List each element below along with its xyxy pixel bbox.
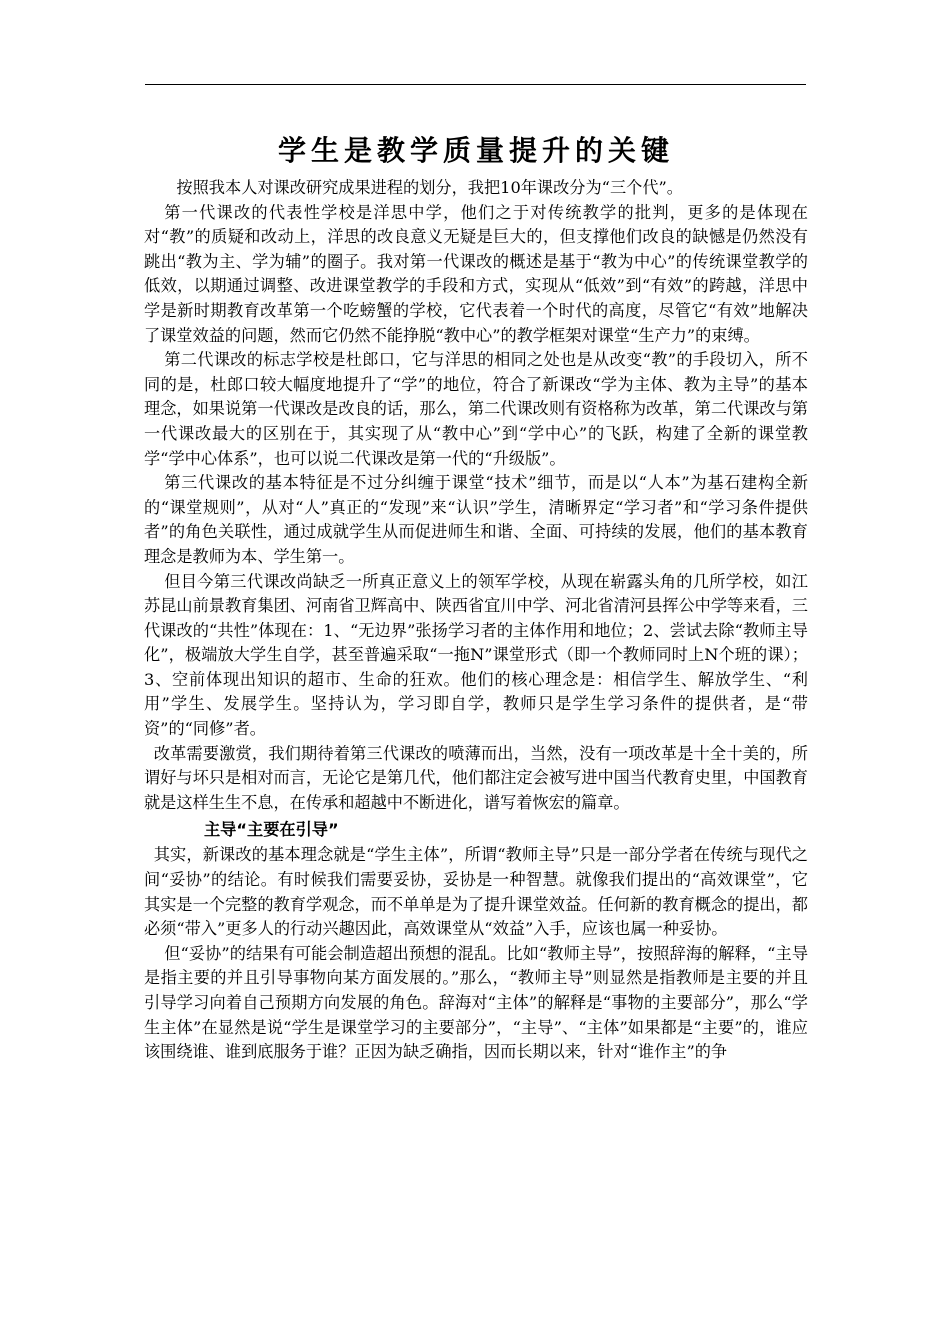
- section-heading: 主导“主要在引导”: [204, 820, 339, 840]
- document-body: [144, 131, 808, 1065]
- paragraph-compromise-confusion: 但“妥协”的结果有可能会制造超出预想的混乱。比如“教师主导”，按照辞海的解释，“主导是指主要的并且引导事物向某方面发展的。”那么，“教师主导”则显然是指教师是主要的并且引导学习向着自己预期方向发展的角色。辞海对“主体”的解释是“事物的主要部分”，那么“学生主体”在显然是说“学生是课堂学习的主要部分”，“主导”、“主体”如果都是“主要”的，谁应该围绕谁、谁到底服务于谁？正因为缺乏确指，因而长期以来，针对“谁作主”的争: [144, 943, 808, 1062]
- paragraph-second-generation: 第二代课改的标志学校是杜郎口，它与洋思的相同之处也是从改变“教”的手段切入，所不同的是，杜郎口较大幅度地提升了“学”的地位，符合了新课改“学为主体、教为主导”的基本理念，如果说第一代课改是改良的话，那么，第二代课改则有资格称为改革，第二代课改与第一代课改最大的区别在于，其实现了从“教中心”到“学中心”的飞跃，构建了全新的课堂教学“学中心体系”，也可以说二代课改是第一代的“升级版”。: [144, 350, 808, 468]
- paragraph-student-subject: 其实，新课改的基本理念就是“学生主体”，所谓“教师主导”只是一部分学者在传统与现代之间“妥协”的结论。有时候我们需要妥协，妥协是一种智慧。就像我们提出的“高效课堂”，它其实是一个完整的教育学观念，而不单单是为了提升课堂效益。任何新的教育概念的提出，都必须“带入”更多人的行动兴趣因此，高效课堂从“效益”入手，应该也属一种妥协。: [144, 845, 808, 939]
- header-rule: [145, 84, 806, 85]
- document-title: 学生是教学质量提升的关键: [277, 134, 674, 167]
- paragraph-third-generation: 第三代课改的基本特征是不过分纠缠于课堂“技术”细节，而是以“人本”为基石建构全新的“课堂规则”，从对“人”真正的“发现”来“认识”学生，清晰界定“学习者”和“学习条件提供者”的角色关联性，通过成就学生从而促进师生和谐、全面、可持续的发展，他们的基本教育理念是教师为本、学生第一。: [144, 473, 808, 566]
- paragraph-third-generation-schools: 但目今第三代课改尚缺乏一所真正意义上的领军学校，从现在崭露头角的几所学校，如江苏昆山前景教育集团、河南省卫辉高中、陕西省宜川中学、河北省清河县挥公中学等来看，三代课改的“共性”体现在：1、“无边界”张扬学习者的主体作用和地位；2、尝试去除“教师主导化”，极端放大学生自学，甚至普遍采取“一拖N”课堂形式（即一个教师同时上N个班的课）；3、空前体现出知识的超市、生命的狂欢。他们的核心理念是：相信学生、解放学生、“利用”学生、发展学生。坚持认为，学习即自学，教师只是学生学习条件的提供者，是“带资”的“同修”者。: [144, 571, 808, 739]
- paragraph-intro: 按照我本人对课改研究成果进程的划分，我把10年课改分为“三个代”。: [176, 178, 683, 197]
- paragraph-reform-outlook: 改革需要激赏，我们期待着第三代课改的喷薄而出，当然，没有一项改革是十全十美的，所谓好与坏只是相对而言，无论它是第几代，他们都注定会被写进中国当代教育史里，中国教育就是这样生生不息，在传承和超越中不断进化，谱写着恢宏的篇章。: [144, 743, 808, 812]
- paragraph-first-generation: 第一代课改的代表性学校是洋思中学，他们之于对传统教学的批判，更多的是体现在对“教”的质疑和改动上，洋思的改良意义无疑是巨大的，但支撑他们改良的缺憾是仍然没有跳出“教为主、学为辅”的圈子。我对第一代课改的概述是基于“教为中心”的传统课堂教学的低效，以期通过调整、改进课堂教学的手段和方式，实现从“低效”到“有效”的跨越，洋思中学是新时期教育改革第一个吃螃蟹的学校，它代表着一个时代的高度，尽管它“有效”地解决了课堂效益的问题，然而它仍然不能挣脱“教中心”的教学框架对课堂“生产力”的束缚。: [144, 202, 808, 345]
